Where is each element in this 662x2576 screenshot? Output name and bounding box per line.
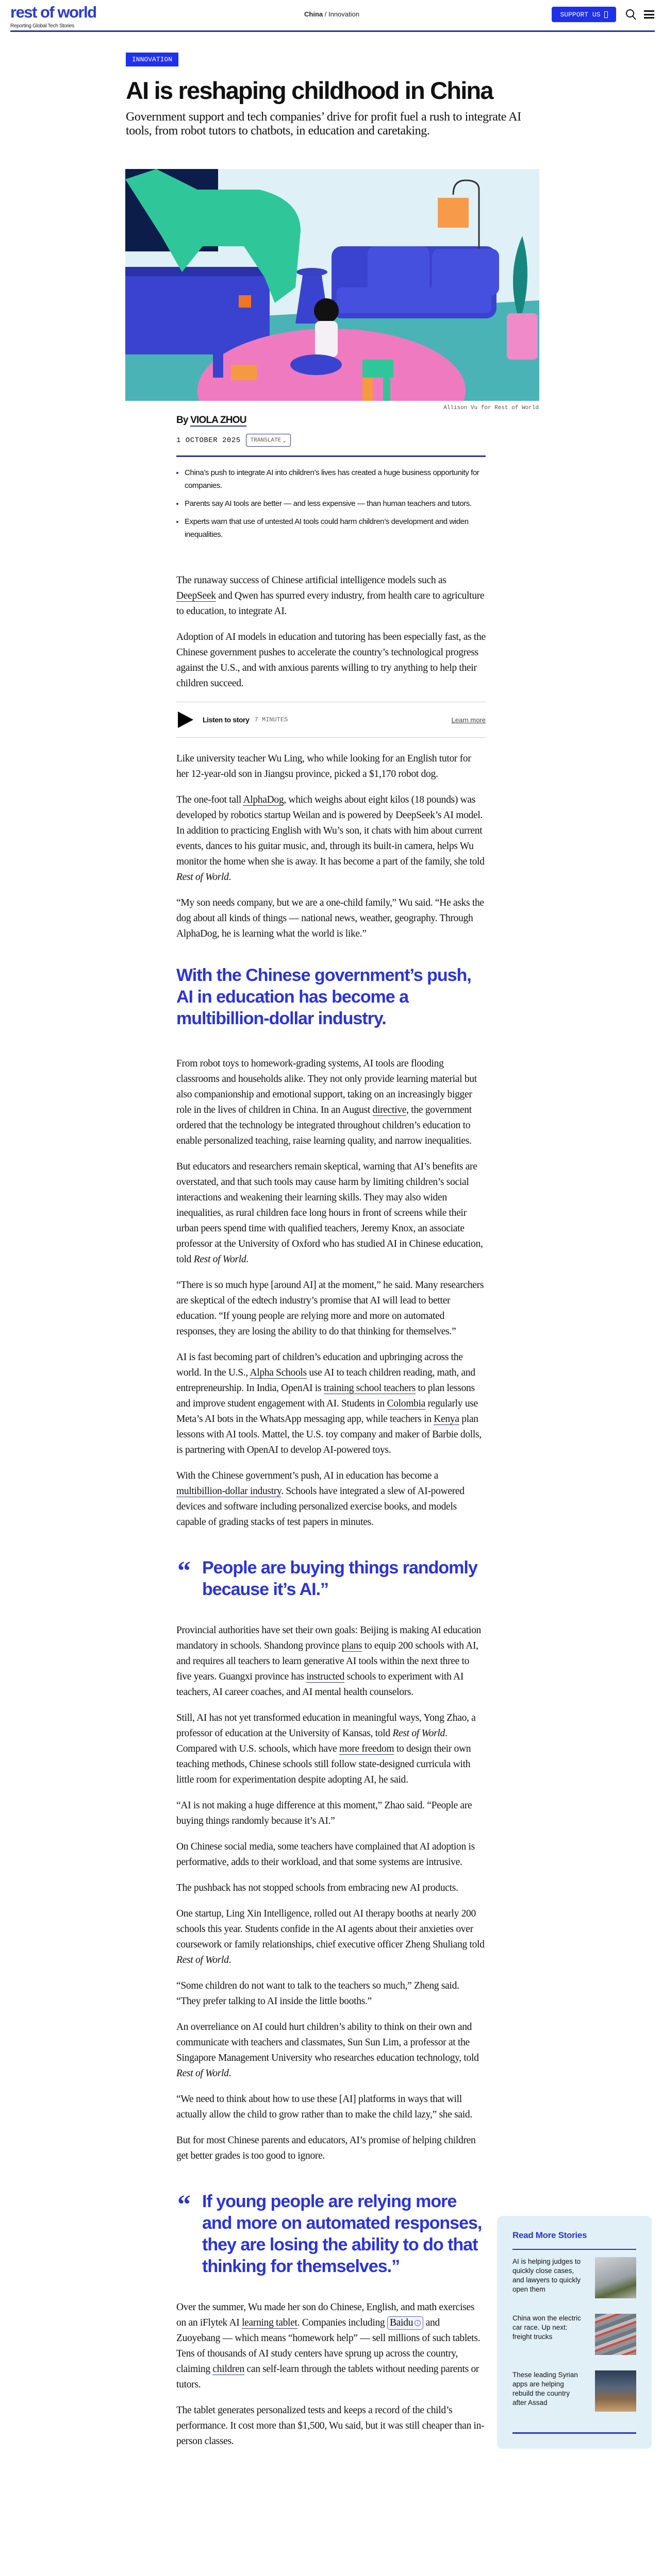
byline xyxy=(176,415,246,426)
article-dek: Government support and tech companies’ drive for profit fuel a rush to integrate AI tools, from robot tutors to chatbots, in education and caretaking. xyxy=(126,110,521,138)
read-more-divider xyxy=(512,2249,636,2250)
story-link[interactable] xyxy=(512,2257,636,2298)
paragraph xyxy=(176,1468,486,1530)
site-header xyxy=(10,0,655,32)
category-tag[interactable]: INNOVATION xyxy=(126,53,178,66)
text: Provincial authorities have set their own goals: Beijing is making AI education mandatory in schools. Shandong province xyxy=(176,1625,481,1651)
support-us-label: SUPPORT US xyxy=(560,10,601,19)
paragraph xyxy=(176,2020,486,2081)
text: to plan lessons and improve student engagement with AI. Students in xyxy=(176,1383,475,1409)
quote-mark-icon: “ xyxy=(177,1556,190,1586)
breadcrumb-section[interactable]: China xyxy=(304,10,323,18)
text: to equip 200 schools with AI, and requires all teachers to learn generative AI tools within the next three to five years. Guangxi province has xyxy=(176,1640,478,1682)
section-heading: With the Chinese government’s push, AI in education has become a multibillion-dollar industry. xyxy=(176,965,471,1028)
read-more-bottom-rule xyxy=(512,2432,636,2434)
paragraph xyxy=(176,2133,486,2164)
quote-mark-icon: “ xyxy=(177,2190,190,2219)
paragraph xyxy=(176,1839,486,1870)
search-icon[interactable] xyxy=(625,8,637,21)
text: But educators and researchers remain skeptical, warning that AI’s benefits are overstated, and that such tools may cause harm by limiting children’s social interactions and weakening their learning skills. They may also widen inequalities, as rural children face long hours in front of screens while their urban peers spend time with qualified teachers, Jeremy Knox, an associate professor at the University of Oxford who has studied AI in Chinese education, told xyxy=(176,1161,483,1265)
publication-name: Rest of World xyxy=(176,2068,229,2079)
text: Like university teacher Wu Ling, who while looking for an English tutor for her 12-year-old son in Jiangsu province, picked a $1,170 robot dog. xyxy=(176,753,471,779)
paragraph xyxy=(176,573,486,619)
inline-link[interactable]: learning tablet xyxy=(242,2317,297,2328)
text: The one-foot tall xyxy=(176,794,243,805)
company-chip-label: Baidu xyxy=(389,2317,413,2328)
publish-date: 1 OCTOBER 2025 xyxy=(176,436,241,445)
text: . Companies including xyxy=(297,2317,387,2328)
paragraph xyxy=(176,2403,486,2449)
inline-link[interactable]: plans xyxy=(341,1640,362,1651)
story-title[interactable]: These leading Syrian apps are helping rebuild the country after Assad xyxy=(512,2370,578,2406)
text: , which weighs about eight kilos (18 pounds) was developed by robotics startup Weilan and is powered by DeepSeek’s AI model. In addition to practicing English with Wu’s son, it chats with him about current events, dances to his guitar music, and, through its built-in camera, helps Wu monitor the home when she is away. It has become a part of the family, she told xyxy=(176,794,485,867)
paragraph xyxy=(176,1710,486,1788)
text: and Zuoyebang — which means “homework help” — sell millions of such tablets. Tens of thousands of AI study centers have sprung up across the country, claiming xyxy=(176,2317,481,2375)
text: use AI to teach children reading, math, and entrepreneurship. In India, OpenAI is xyxy=(176,1367,475,1394)
text: . xyxy=(246,1254,249,1265)
paragraph xyxy=(176,1978,486,2009)
paragraph xyxy=(176,2300,486,2393)
story-title[interactable]: China won the electric car race. Up next: freight trucks xyxy=(512,2314,581,2341)
listen-label[interactable]: Listen to story xyxy=(203,716,250,724)
paragraph xyxy=(176,895,486,942)
publication-name: Rest of World xyxy=(176,872,229,883)
text: Still, AI has not yet transformed education in meaningful ways, Yong Zhao, a professor of education at the University of Kansas, told xyxy=(176,1713,476,1739)
summary-item: China’s push to integrate AI into children’s lives has created a huge business opportunity for companies. xyxy=(176,466,486,492)
text: . xyxy=(228,2068,231,2079)
text: . xyxy=(228,1955,231,1965)
menu-icon[interactable] xyxy=(644,10,654,19)
text: “Some children do not want to talk to the teachers so much,” Zheng said. “They prefer talking to AI inside the little booths.” xyxy=(176,1980,459,2007)
pull-quote xyxy=(176,1557,486,1600)
text: Adoption of AI models in education and tutoring has been especially fast, as the Chinese government pushes to accelerate the country’s technological progress against the U.S., and with anxious parents willing to try anything to help their children succeed. xyxy=(176,632,486,689)
listen-duration: 7 MINUTES xyxy=(254,716,288,723)
text: With the Chinese government’s push, AI in education has become a xyxy=(176,1470,439,1481)
text: The tablet generates personalized tests and keeps a record of the child’s performance. It cost more than $1,500, Wu said, but it was still cheaper than in-person classes. xyxy=(176,2405,485,2447)
publication-name: Rest of World xyxy=(193,1254,246,1265)
summary-list xyxy=(176,466,486,546)
inline-link[interactable]: multibillion-dollar industry xyxy=(176,1486,282,1497)
story-link[interactable] xyxy=(512,2314,636,2355)
inline-link[interactable]: DeepSeek xyxy=(176,590,216,601)
paragraph xyxy=(176,1350,486,1458)
text: and Qwen has spurred every industry, from health care to agriculture to education, to integrate AI. xyxy=(176,590,485,617)
inline-link[interactable]: Colombia xyxy=(387,1398,425,1409)
text: “AI is not making a huge difference at this moment,” Zhao said. “People are buying things randomly because it’s AI.” xyxy=(176,1800,472,1826)
dateline xyxy=(176,434,291,447)
paragraph xyxy=(176,751,486,782)
text: On Chinese social media, some teachers have complained that AI adoption is performative, adds to their workload, and that some systems are intrusive. xyxy=(176,1841,475,1868)
text: to design their own teaching methods, Chinese schools still follow state-designed curricula with little room for experimentation despite adopting AI, he said. xyxy=(176,1743,471,1785)
text: The runaway success of Chinese artificial intelligence models such as xyxy=(176,575,446,586)
breadcrumb xyxy=(304,10,359,18)
byline-prefix: By xyxy=(176,415,191,426)
article-body xyxy=(176,573,486,2460)
image-credit: Allison Vu for Rest of World xyxy=(443,405,539,411)
pull-quote xyxy=(176,2191,486,2277)
inline-link[interactable]: Kenya xyxy=(434,1414,459,1425)
text: regularly use Meta’s AI bots in the WhatsApp messaging app, while teachers in xyxy=(176,1398,478,1425)
text: One startup, Ling Xin Intelligence, rolled out AI therapy booths at nearly 200 schools this year. Students confide in the AI agents about their anxieties over coursework or family relationships, chief executive officer Zheng Shuliang told xyxy=(176,1908,485,1950)
company-chip[interactable] xyxy=(387,2316,423,2330)
read-more-panel xyxy=(497,2216,652,2449)
read-more-title: Read More Stories xyxy=(512,2230,587,2240)
inline-link[interactable]: children xyxy=(212,2364,244,2375)
inline-link[interactable]: instructed xyxy=(306,1671,345,1682)
paragraph xyxy=(176,1056,486,1149)
text: . Schools have integrated a slew of AI-powered devices and software including personalized exercise books, and models capable of grading stacks of test papers in minutes. xyxy=(176,1486,465,1528)
story-thumbnail[interactable] xyxy=(595,2257,636,2298)
site-logo[interactable]: rest of world xyxy=(10,3,96,21)
publication-name: Rest of World xyxy=(176,1955,229,1965)
story-thumbnail[interactable] xyxy=(595,2314,636,2355)
summary-divider xyxy=(176,455,486,457)
chevron-down-icon: ⌄ xyxy=(283,437,286,444)
summary-item: Parents say AI tools are better — and less expensive — than human teachers and tutors. xyxy=(176,497,486,510)
breadcrumb-separator: / xyxy=(323,10,328,18)
story-link[interactable] xyxy=(512,2370,636,2412)
text: Over the summer, Wu made her son do Chinese, English, and math exercises on an iFlytek AI xyxy=(176,2302,475,2328)
author-link[interactable]: VIOLA ZHOU xyxy=(190,415,246,426)
inline-link[interactable]: directive xyxy=(372,1105,407,1115)
publication-name: Rest of World xyxy=(392,1728,445,1739)
paragraph xyxy=(176,1906,486,1968)
text: The pushback has not stopped schools from embracing new AI products. xyxy=(176,1883,458,1893)
text: From robot toys to homework-grading systems, AI tools are flooding classrooms and households alike. They not only provide learning material but also companionship and emotional support, taking on an increasingly bigger role in the lives of children in China. In an August xyxy=(176,1058,477,1115)
paragraph xyxy=(176,630,486,691)
audio-player xyxy=(176,702,486,738)
paragraph xyxy=(176,792,486,885)
inline-link[interactable]: training school teachers xyxy=(323,1383,416,1394)
text: “My son needs company, but we are a one-child family,” Wu said. “He asks the dog about all kinds of things — national news, weather, geography. Through AlphaDog, he is learning what the world is like.” xyxy=(176,897,484,939)
text: An overreliance on AI could hurt children’s ability to think on their own and communicate with teachers and classmates, Sun Sun Lim, a professor at the Singapore Management University who researches education technology, told xyxy=(176,2022,479,2063)
hero-illustration xyxy=(125,169,539,401)
paragraph xyxy=(176,1159,486,1267)
translate-label: TRANSLATE xyxy=(250,437,282,444)
paragraph xyxy=(176,1278,486,1340)
text: . xyxy=(228,872,231,883)
info-icon: i xyxy=(415,2320,421,2326)
learn-more-link[interactable]: Learn more xyxy=(451,716,486,724)
external-icon xyxy=(604,11,608,18)
summary-item: Experts warn that use of untested AI tools could harm children’s development and widen inequalities. xyxy=(176,515,486,541)
inline-link[interactable]: AlphaDog xyxy=(243,794,284,805)
text: , the government ordered that the technology be integrated throughout children’s education to enable personalized teaching, raise learning quality, and narrow inequalities. xyxy=(176,1105,472,1146)
inline-link[interactable]: Alpha Schools xyxy=(250,1367,307,1378)
story-title[interactable]: AI is helping judges to quickly close cases, and lawyers to quickly open them xyxy=(512,2257,581,2293)
story-thumbnail[interactable] xyxy=(595,2370,636,2412)
translate-button[interactable] xyxy=(246,434,291,447)
breadcrumb-subsection[interactable]: Innovation xyxy=(328,10,359,18)
paragraph xyxy=(176,1880,486,1896)
page-title: AI is reshaping childhood in China xyxy=(126,77,493,104)
text: But for most Chinese parents and educators, AI’s promise of helping children get better grades is too good to ignore. xyxy=(176,2135,476,2161)
pull-quote-text: If young people are relying more and more on automated responses, they are losing the ability to do that thinking for themselves.” xyxy=(202,2192,482,2276)
paragraph xyxy=(176,2092,486,2123)
inline-link[interactable]: more freedom xyxy=(339,1743,394,1754)
play-icon[interactable] xyxy=(178,711,193,728)
paragraph xyxy=(176,1798,486,1829)
pull-quote-text: People are buying things randomly because it’s AI.” xyxy=(202,1558,477,1599)
text: AI is fast becoming part of children’s education and upbringing across the world. In the U.S., xyxy=(176,1352,463,1378)
site-tagline: Reporting Global Tech Stories xyxy=(10,23,74,29)
text: schools to experiment with AI teachers, AI career coaches, and AI mental health counselors. xyxy=(176,1671,464,1698)
text: can self-learn through the tablets without needing parents or tutors. xyxy=(176,2364,479,2390)
text: plan lessons with AI tools. Mattel, the U.S. toy company and maker of Barbie dolls, is partnering with OpenAI to develop AI-powered toys. xyxy=(176,1414,482,1455)
support-us-button[interactable] xyxy=(552,7,616,22)
text: . Compared with U.S. schools, which have xyxy=(176,1728,448,1754)
text: “There is so much hype [around AI] at the moment,” he said. Many researchers are skeptical of the edtech industry’s promise that AI will lead to better education. “If young people are relying more and more on automated responses, they are losing the ability to do that thinking for themselves.” xyxy=(176,1280,484,1337)
text: “We need to think about how to use these [AI] platforms in ways that will actually allow the child to grow rather than to make the child lazy,” she said. xyxy=(176,2094,472,2120)
paragraph xyxy=(176,1623,486,1700)
